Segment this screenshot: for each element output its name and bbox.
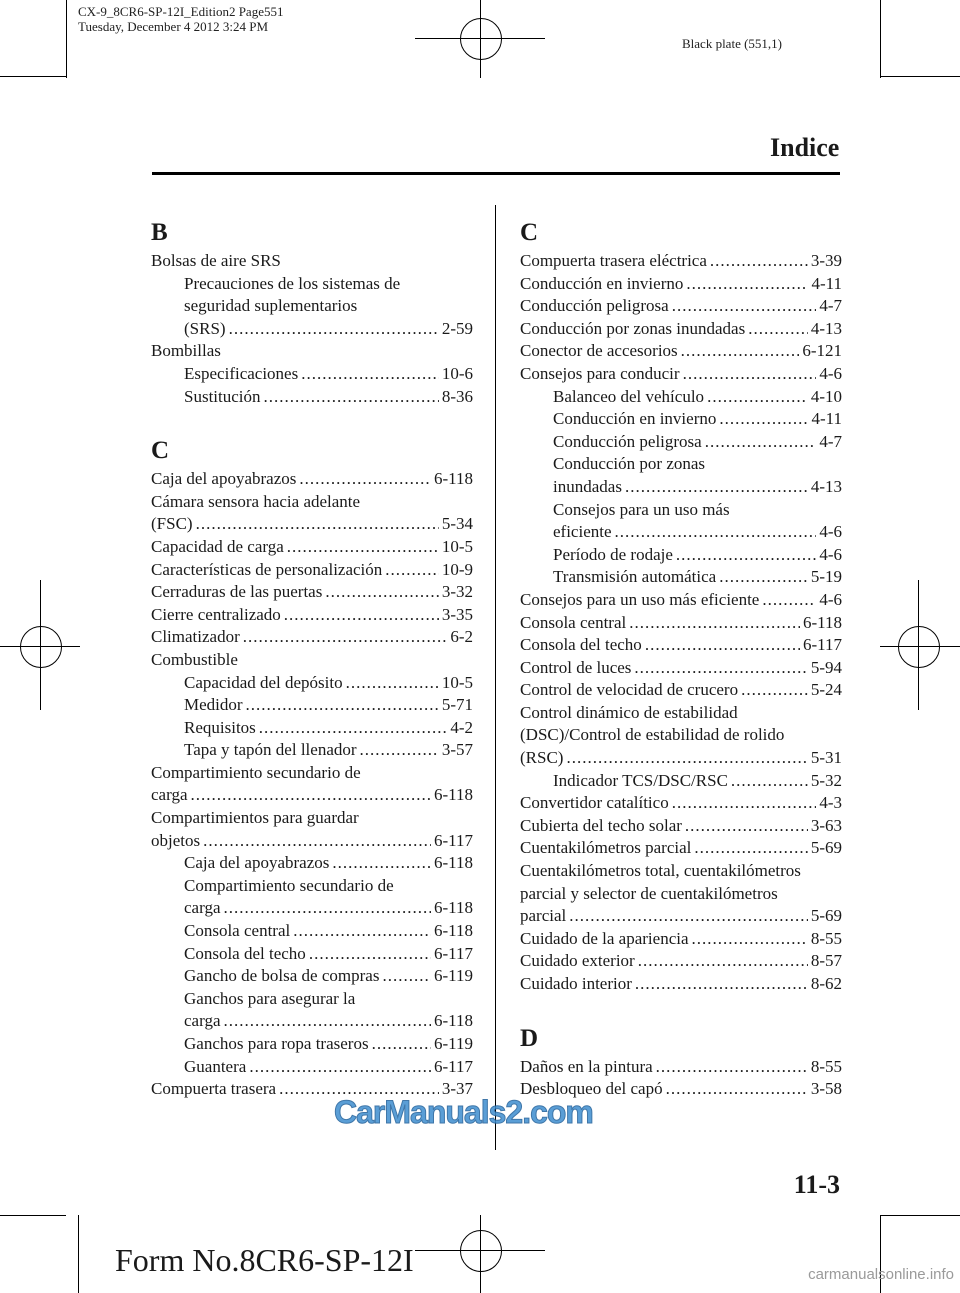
entry-label: inundadas: [553, 476, 622, 496]
index-subentry: [151, 386, 473, 409]
index-column-left: [151, 212, 473, 1101]
leader-dots: [672, 295, 817, 318]
entry-label: (SRS): [184, 318, 226, 338]
index-subentry: [151, 852, 473, 875]
entry-label: Cubierta del techo solar: [520, 815, 682, 835]
entry-page-ref: 3-35: [441, 604, 473, 624]
entry-page-ref: 10-9: [441, 559, 473, 579]
leader-dots: [719, 566, 808, 589]
entry-label: Ganchos para asegurar la: [184, 988, 356, 1008]
leader-dots: [372, 1033, 431, 1056]
index-entry: [520, 883, 842, 906]
entry-label: Combustible: [151, 649, 238, 669]
leader-dots: [229, 318, 439, 341]
entry-label: Bombillas: [151, 341, 221, 361]
leader-dots: [731, 770, 808, 793]
entry-label: Sustitución: [184, 386, 261, 406]
plate-label: Black plate (551,1): [682, 36, 782, 51]
index-subentry: [520, 566, 842, 589]
entry-label: Daños en la pintura: [520, 1056, 653, 1076]
leader-dots: [346, 672, 439, 695]
leader-dots: [710, 250, 808, 273]
leader-dots: [332, 852, 431, 875]
index-entry: [151, 340, 473, 363]
leader-dots: [686, 273, 808, 296]
leader-dots: [284, 604, 439, 627]
entry-label: Consejos para un uso más eficiente: [520, 589, 760, 609]
index-entry: [520, 612, 842, 635]
entry-label: eficiente: [553, 522, 612, 542]
entry-label: carga: [184, 1011, 221, 1031]
index-entry: [520, 747, 842, 770]
leader-dots: [741, 679, 808, 702]
index-subentry: [151, 739, 473, 762]
entry-label: Características de personalización: [151, 559, 383, 579]
index-entry: [151, 468, 473, 491]
entry-label: Caja del apoyabrazos: [151, 469, 297, 489]
index-subentry: [520, 476, 842, 499]
entry-page-ref: 8-62: [810, 974, 842, 993]
entry-label: Consola del techo: [184, 943, 306, 963]
leader-dots: [748, 318, 808, 341]
watermark-site: carmanualsonline.info: [808, 1266, 954, 1283]
entry-page-ref: 3-39: [810, 251, 842, 270]
entry-label: Compartimientos para guardar: [151, 808, 359, 828]
entry-label: Convertidor catalítico: [520, 793, 669, 813]
index-subentry: [151, 363, 473, 386]
leader-dots: [566, 747, 807, 770]
entry-label: Control de velocidad de crucero: [520, 680, 739, 700]
entry-label: Cámara sensora hacia adelante: [151, 491, 361, 511]
entry-page-ref: 5-94: [810, 657, 842, 677]
index-entry: [520, 724, 842, 747]
leader-dots: [615, 521, 817, 544]
entry-page-ref: 6-117: [433, 943, 473, 963]
index-entry: [520, 363, 842, 386]
leader-dots: [683, 363, 817, 386]
leader-dots: [656, 1056, 808, 1079]
index-entry: [151, 536, 473, 559]
leader-dots: [676, 544, 816, 567]
leader-dots: [666, 1078, 808, 1101]
leader-dots: [672, 792, 817, 815]
entry-page-ref: 8-36: [441, 386, 473, 406]
leader-dots: [299, 468, 431, 491]
entry-page-ref: 4-6: [819, 544, 842, 564]
index-subentry: [151, 318, 473, 341]
entry-label: Compartimiento secundario de: [151, 762, 361, 782]
entry-label: Capacidad de carga: [151, 536, 284, 556]
leader-dots: [385, 559, 439, 582]
entry-page-ref: 10-5: [441, 536, 473, 556]
index-subentry: [151, 717, 473, 740]
index-entry: [151, 250, 473, 273]
entry-page-ref: 8-55: [810, 1056, 842, 1076]
index-entry: [520, 815, 842, 838]
leader-dots: [360, 739, 439, 762]
leader-dots: [224, 897, 431, 920]
entry-label: Conducción por zonas: [553, 454, 706, 474]
index-entry: [151, 830, 473, 853]
leader-dots: [625, 476, 808, 499]
leader-dots: [681, 340, 800, 363]
index-entry: [520, 950, 842, 973]
entry-page-ref: 6-117: [433, 830, 473, 850]
entry-label: Conducción en invierno: [553, 409, 717, 429]
entry-page-ref: 4-10: [810, 386, 842, 406]
entry-page-ref: 5-24: [810, 680, 842, 700]
index-entry: [520, 340, 842, 363]
index-entry: [151, 513, 473, 536]
entry-label: objetos: [151, 830, 201, 850]
entry-page-ref: 5-69: [810, 838, 842, 858]
index-subentry: [151, 897, 473, 920]
entry-page-ref: 4-13: [810, 318, 842, 338]
entry-page-ref: 3-57: [441, 740, 473, 760]
section-title: Indice: [770, 133, 840, 162]
entry-page-ref: 5-34: [441, 514, 473, 534]
entry-label: Control de luces: [520, 657, 632, 677]
column-divider: [495, 205, 496, 1150]
entry-page-ref: 4-7: [819, 296, 842, 316]
index-entry: [151, 491, 473, 514]
entry-page-ref: 4-11: [811, 273, 842, 293]
entry-page-ref: 10-5: [441, 672, 473, 692]
leader-dots: [694, 837, 807, 860]
entry-label: Cierre centralizado: [151, 604, 281, 624]
entry-page-ref: 6-118: [433, 1011, 473, 1031]
entry-page-ref: 6-118: [433, 898, 473, 918]
entry-label: Conector de accesorios: [520, 341, 678, 361]
entry-label: Cuidado interior: [520, 974, 632, 993]
index-letter-heading: C: [520, 219, 539, 246]
entry-label: Transmisión automática: [553, 567, 717, 587]
entry-label: Indicador TCS/DSC/RSC: [553, 770, 728, 790]
entry-page-ref: 6-121: [802, 341, 842, 361]
entry-label: Consola central: [520, 612, 627, 632]
index-entry: [520, 273, 842, 296]
index-subentry: [151, 1056, 473, 1079]
entry-label: Cuentakilómetros parcial: [520, 838, 692, 858]
entry-page-ref: 5-69: [810, 906, 842, 926]
index-entry: [520, 702, 842, 725]
index-entry: [520, 973, 842, 996]
form-number: Form No.8CR6-SP-12I: [115, 1242, 414, 1278]
entry-page-ref: 6-118: [802, 612, 842, 632]
leader-dots: [382, 965, 431, 988]
leader-dots: [707, 386, 808, 409]
entry-label: carga: [184, 898, 221, 918]
entry-label: Consejos para conducir: [520, 363, 680, 383]
entry-page-ref: 3-63: [810, 815, 842, 835]
entry-page-ref: 4-2: [450, 717, 473, 737]
entry-label: carga: [151, 785, 188, 805]
index-subentry: [520, 386, 842, 409]
print-info: [78, 4, 283, 34]
index-subentry: [151, 875, 473, 898]
index-subentry: [520, 544, 842, 567]
entry-label: Desbloqueo del capó: [520, 1079, 663, 1099]
entry-label: Conducción en invierno: [520, 273, 684, 293]
leader-dots: [638, 950, 808, 973]
entry-label: (FSC): [151, 514, 193, 534]
index-entry: [151, 581, 473, 604]
index-entry: [151, 784, 473, 807]
entry-label: Conducción peligrosa: [553, 431, 702, 451]
title-rule: [152, 172, 840, 175]
index-subentry: [151, 943, 473, 966]
entry-label: Balanceo del vehículo: [553, 386, 705, 406]
leader-dots: [264, 386, 439, 409]
entry-label: Gancho de bolsa de compras: [184, 966, 380, 986]
entry-page-ref: 6-118: [433, 921, 473, 941]
index-letter-heading: B: [151, 219, 168, 246]
index-entry: [520, 1056, 842, 1079]
leader-dots: [259, 717, 448, 740]
entry-page-ref: 5-71: [441, 695, 473, 715]
entry-label: Cuentakilómetros total, cuentakilómetros: [520, 861, 801, 881]
watermark-carmanuals: CarManuals2.com: [334, 1094, 593, 1130]
index-letter-heading: C: [151, 437, 170, 465]
leader-dots: [325, 581, 438, 604]
index-entry: [520, 679, 842, 702]
index-entry: [520, 657, 842, 680]
index-entry: [151, 807, 473, 830]
print-info-date: Tuesday, December 4 2012 3:24 PM: [78, 19, 269, 34]
entry-page-ref: 8-55: [810, 928, 842, 948]
leader-dots: [569, 905, 808, 928]
entry-label: Compuerta trasera eléctrica: [520, 251, 707, 270]
leader-dots: [287, 536, 439, 559]
index-entry: [520, 928, 842, 951]
entry-label: Cerraduras de las puertas: [151, 582, 323, 602]
section-gap: [520, 996, 842, 1018]
print-info-file: CX-9_8CR6-SP-12I_Edition2 Page551: [78, 4, 284, 19]
index-entry: [520, 792, 842, 815]
entry-page-ref: 3-58: [810, 1079, 842, 1099]
leader-dots: [224, 1010, 431, 1033]
leader-dots: [301, 363, 439, 386]
index-entry: [520, 589, 842, 612]
leader-dots: [645, 634, 800, 657]
leader-dots: [692, 928, 808, 951]
index-subentry: [520, 431, 842, 454]
index-entry: [520, 295, 842, 318]
index-subentry: [520, 499, 842, 522]
index-subentry: [151, 295, 473, 318]
entry-label: Especificaciones: [184, 363, 299, 383]
index-entry: [520, 860, 842, 883]
entry-label: Consola central: [184, 921, 291, 941]
entry-page-ref: 6-118: [433, 469, 473, 489]
entry-label: Guantera: [184, 1056, 247, 1076]
leader-dots: [309, 943, 431, 966]
leader-dots: [762, 589, 816, 612]
index-entry: [520, 250, 842, 273]
index-subentry: [151, 988, 473, 1011]
entry-page-ref: 3-32: [441, 582, 473, 602]
index-subentry: [151, 694, 473, 717]
entry-label: Requisitos: [184, 717, 256, 737]
entry-page-ref: 4-6: [819, 589, 842, 609]
leader-dots: [719, 408, 808, 431]
entry-label: Tapa y tapón del llenador: [184, 740, 357, 760]
entry-label: Conducción peligrosa: [520, 296, 669, 316]
leader-dots: [191, 784, 431, 807]
leader-dots: [243, 626, 448, 649]
entry-label: Período de rodaje: [553, 544, 673, 564]
entry-page-ref: 6-117: [802, 635, 842, 655]
entry-page-ref: 4-7: [819, 431, 842, 451]
entry-label: Consola del techo: [520, 635, 642, 655]
entry-label: Cuidado de la apariencia: [520, 928, 689, 948]
index-subentry: [151, 1010, 473, 1033]
leader-dots: [685, 815, 808, 838]
entry-label: parcial: [520, 906, 567, 926]
entry-page-ref: 5-31: [810, 748, 842, 768]
section-gap: [151, 408, 473, 430]
index-subentry: [520, 453, 842, 476]
entry-page-ref: 5-19: [810, 567, 842, 587]
leader-dots: [196, 513, 439, 536]
index-entry: [520, 837, 842, 860]
entry-page-ref: 6-119: [433, 1034, 473, 1053]
index-subentry: [151, 273, 473, 296]
index-entry: [151, 604, 473, 627]
index-letter-heading: D: [520, 1024, 539, 1052]
entry-page-ref: 4-6: [819, 363, 842, 383]
entry-label: Consejos para un uso más: [553, 499, 730, 519]
entry-label: (DSC)/Control de estabilidad de rolido: [520, 725, 785, 745]
page-number: 11-3: [793, 1170, 840, 1199]
entry-page-ref: 4-6: [819, 522, 842, 542]
entry-label: Capacidad del depósito: [184, 672, 343, 692]
entry-page-ref: 6-2: [450, 627, 473, 647]
leader-dots: [249, 1056, 431, 1079]
entry-page-ref: 6-119: [433, 966, 473, 986]
index-entry: [151, 626, 473, 649]
entry-label: (RSC): [520, 748, 564, 768]
entry-label: Precauciones de los sistemas de: [184, 273, 401, 293]
entry-page-ref: 10-6: [441, 363, 473, 383]
index-entry: [520, 318, 842, 341]
index-column-right: [520, 212, 842, 1101]
index-entry: [151, 762, 473, 785]
entry-page-ref: 6-118: [433, 853, 473, 873]
index-entry: [151, 559, 473, 582]
index-subentry: [520, 521, 842, 544]
entry-label: Climatizador: [151, 627, 240, 647]
entry-page-ref: 8-57: [810, 951, 842, 971]
entry-label: Bolsas de aire SRS: [151, 251, 281, 270]
entry-page-ref: 4-11: [811, 409, 842, 429]
leader-dots: [293, 920, 431, 943]
index-subentry: [151, 920, 473, 943]
entry-page-ref: 2-59: [441, 318, 473, 338]
leader-dots: [203, 830, 431, 853]
entry-label: seguridad suplementarios: [184, 296, 358, 316]
entry-page-ref: 3-37: [441, 1079, 473, 1099]
entry-label: Ganchos para ropa traseros: [184, 1034, 369, 1053]
index-subentry: [520, 408, 842, 431]
entry-label: Control dinámico de estabilidad: [520, 702, 738, 722]
index-subentry: [520, 770, 842, 793]
entry-label: Compuerta trasera: [151, 1079, 277, 1099]
leader-dots: [634, 657, 807, 680]
leader-dots: [705, 431, 817, 454]
index-subentry: [151, 965, 473, 988]
leader-dots: [246, 694, 439, 717]
entry-label: Conducción por zonas inundadas: [520, 318, 746, 338]
entry-label: Caja del apoyabrazos: [184, 853, 330, 873]
index-entry: [520, 905, 842, 928]
entry-page-ref: 6-118: [433, 785, 473, 805]
leader-dots: [629, 612, 800, 635]
entry-label: Medidor: [184, 695, 243, 715]
entry-page-ref: 6-117: [433, 1056, 473, 1076]
index-entry: [520, 634, 842, 657]
entry-label: Cuidado exterior: [520, 951, 635, 971]
entry-page-ref: 5-32: [810, 770, 842, 790]
entry-page-ref: 4-3: [819, 793, 842, 813]
index-entry: [151, 649, 473, 672]
index-subentry: [151, 672, 473, 695]
index-subentry: [151, 1033, 473, 1056]
leader-dots: [635, 973, 808, 996]
entry-page-ref: 4-13: [810, 476, 842, 496]
entry-label: parcial y selector de cuentakilómetros: [520, 883, 778, 903]
entry-label: Compartimiento secundario de: [184, 875, 394, 895]
